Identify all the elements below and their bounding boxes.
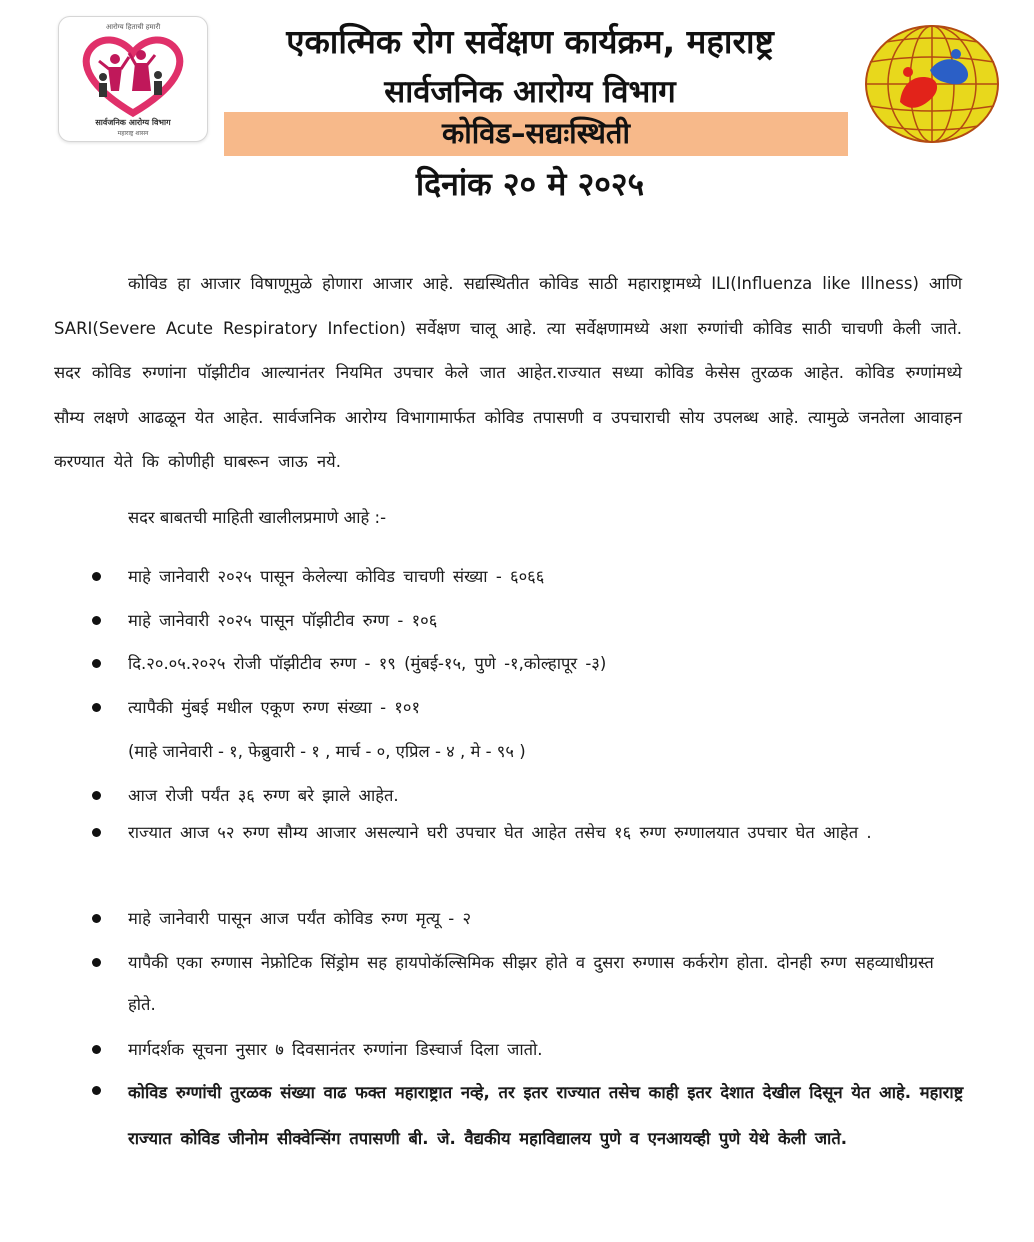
idsp-globe-logo <box>860 22 1004 146</box>
bullet-icon <box>92 791 101 800</box>
bullet-icon <box>92 828 101 837</box>
bullet-icon <box>92 958 101 967</box>
bullet-icon <box>92 1045 101 1054</box>
logo-arc-text: आरोग्य हिताची हमारी <box>105 23 161 31</box>
list-item: त्यापैकी मुंबई मधील एकूण रुग्ण संख्या - १०१ <box>128 687 964 729</box>
list-item: मार्गदर्शक सूचना नुसार ७ दिवसानंतर रुग्णांना डिस्चार्ज दिला जातो. <box>128 1029 964 1071</box>
list-item: माहे जानेवारी पासून आज पर्यंत कोविड रुग्ण मृत्यू - २ <box>128 898 964 940</box>
department-title: सार्वजनिक आरोग्य विभाग <box>384 74 676 110</box>
list-item: यापैकी एका रुग्णास नेफ्रोटिक सिंड्रोम सह हायपोकॅल्सिमिक सीझर होते व दुसरा रुग्णास कर्करोग होता. दोनही रुग्ण सहव्याधीग्रस्त होते. <box>128 942 964 1026</box>
bullet-icon <box>92 659 101 668</box>
mumbai-monthly-breakdown: (माहे जानेवारी - १, फेब्रुवारी - १ , मार्च - ०, एप्रिल - ४ , मे - ९५ ) <box>128 742 526 761</box>
logo-subcaption: महाराष्ट्र शासन <box>117 130 149 137</box>
intro-paragraph: कोविड हा आजार विषाणूमुळे होणारा आजार आहे. सद्यस्थितीत कोविड साठी महाराष्ट्रामध्ये ILI(Influenza like Illness) आणि SARI(Severe Acute Respiratory Infection) सर्वेक्षण चालू आहे. त्या सर्वेक्षणामध्ये अशा रुग्णांची कोविड साठी चाचणी केली जाते. सदर कोविड रुग्णांना पॉझीटीव आल्यानंतर नियमित उपचार केले जात आहेत.राज्यात सध्या कोविड केसेस तुरळक आहेत. कोविड रुग्णांमध्ये सौम्य लक्षणे आढळून येत आहेत. सार्वजनिक आरोग्य विभागामार्फत कोविड तपासणी व उपचाराची सोय उपलब्ध आहे. त्यामुळे जनतेला आवाहन करण्यात येते कि कोणीही घाबरून जाऊ नये. <box>54 274 962 471</box>
bullet-icon <box>92 572 101 581</box>
report-date: दिनांक २० मे २०२५ <box>415 165 645 203</box>
list-item: कोविड रुग्णांची तुरळक संख्या वाढ फक्त महाराष्ट्रात नव्हे, तर इतर राज्यात तसेच काही इतर देशात देखील दिसून येत आहे. महाराष्ट्र राज्यात कोविड जीनोम सीक्वेन्सिंग तपासणी बी. जे. वैद्यकीय महाविद्यालय पुणे व एनआयव्ही पुणे येथे केली जाते. <box>128 1070 964 1162</box>
health-department-logo <box>58 16 208 142</box>
list-item: माहे जानेवारी २०२५ पासून पॉझीटीव रुग्ण - १०६ <box>128 600 964 642</box>
info-lead: सदर बाबतची माहिती खालीलप्रमाणे आहे :- <box>128 508 387 527</box>
program-title: एकात्मिक रोग सर्वेक्षण कार्यक्रम, महाराष्ट्र <box>286 22 774 61</box>
list-item: माहे जानेवारी २०२५ पासून केलेल्या कोविड चाचणी संख्या - ६०६६ <box>128 556 964 598</box>
bullet-icon <box>92 616 101 625</box>
list-item: दि.२०.०५.२०२५ रोजी पॉझीटीव रुग्ण - १९ (मुंबई-१५, पुणे -१,कोल्हापूर -३) <box>128 643 964 685</box>
bullet-icon <box>92 1086 101 1095</box>
status-banner <box>224 112 848 156</box>
bullet-icon <box>92 914 101 923</box>
list-item: आज रोजी पर्यंत ३६ रुग्ण बरे झाले आहेत. <box>128 775 964 817</box>
list-item: राज्यात आज ५२ रुग्ण सौम्य आजार असल्याने घरी उपचार घेत आहेत तसेच १६ रुग्ण रुग्णालयात उपचार घेत आहेत . <box>128 812 964 854</box>
logo-caption: सार्वजनिक आरोग्य विभाग <box>95 118 171 127</box>
globe-icon <box>860 22 1004 146</box>
bullet-icon <box>92 703 101 712</box>
status-banner-text: कोविड–सद्यःस्थिती <box>442 116 630 150</box>
